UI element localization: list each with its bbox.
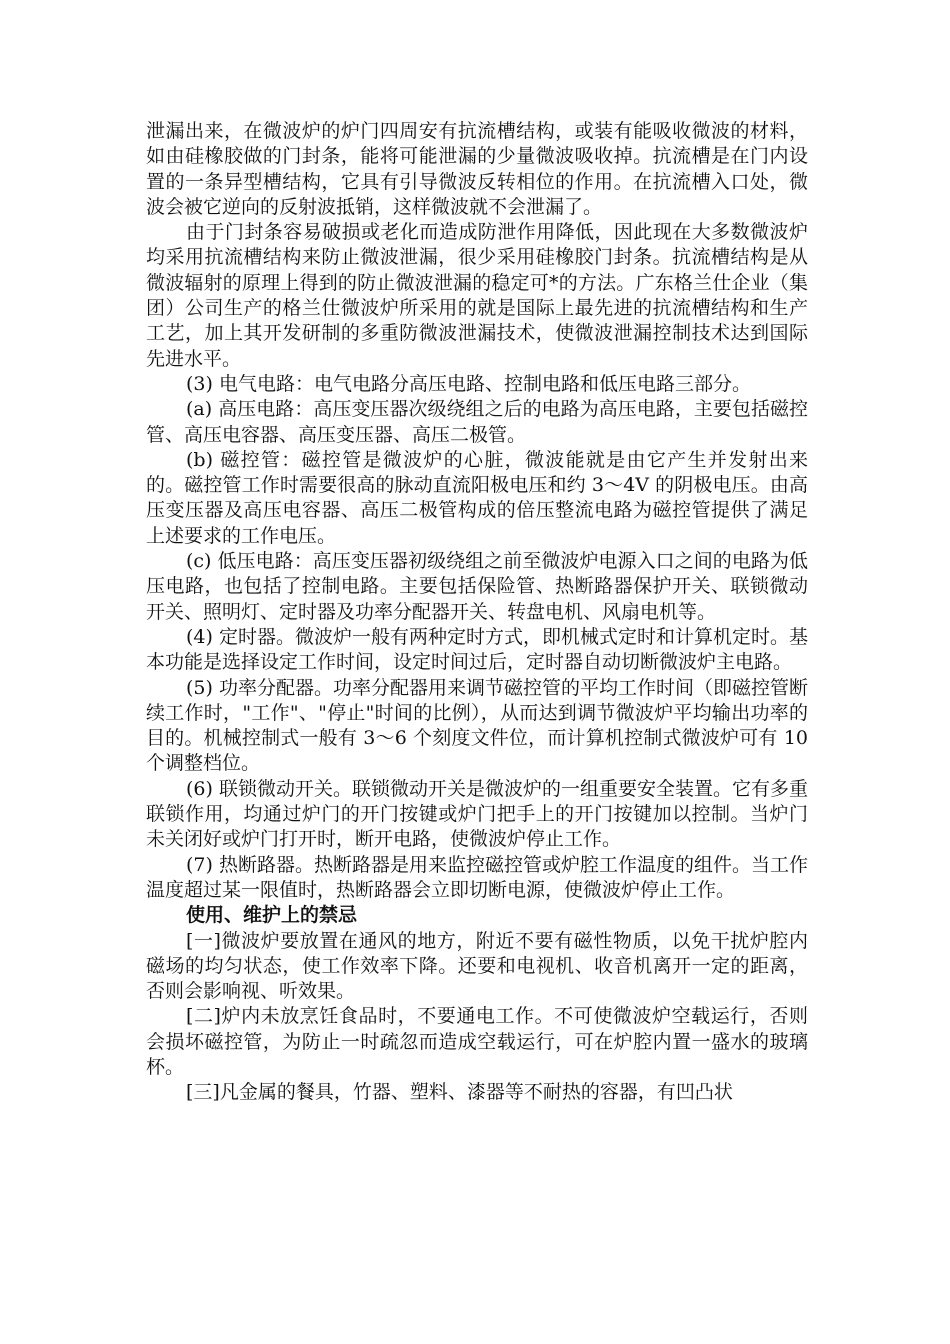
paragraph-1: 泄漏出来，在微波炉的炉门四周安有抗流槽结构，或装有能吸收微波的材料，如由硅橡胶做的门封条，能将可能泄漏的少量微波吸收掉。抗流槽是在门内设置的一条异型槽结构，它具有引导微波反转相位的作用。在抗流槽入口处，微波会被它逆向的反射波抵销，这样微波就不会泄漏了。: [146, 120, 808, 218]
paragraph-5: (b) 磁控管：磁控管是微波炉的心脏，微波能就是由它产生并发射出来的。磁控管工作时需要很高的脉动直流阳极电压和约 3～4V 的阴极电压。由高压变压器及高压电容器、高压二极管构成的倍压整流电路为磁控管提供了满足上述要求的工作电压。: [146, 448, 808, 547]
paragraph-6: (c) 低压电路：高压变压器初级绕组之前至微波炉电源入口之间的电路为低压电路，也包括了控制电路。主要包括保险管、热断路器保护开关、联锁微动开关、照明灯、定时器及功率分配器开关、转盘电机、风扇电机等。: [146, 550, 808, 623]
document-page: [146, 119, 808, 1106]
paragraph-7: (4) 定时器。微波炉一般有两种定时方式，即机械式定时和计算机定时。基本功能是选择设定工作时间，设定时间过后，定时器自动切断微波炉主电路。: [146, 625, 808, 674]
paragraph-11: [一]微波炉要放置在通风的地方，附近不要有磁性物质，以免干扰炉腔内磁场的均匀状态，使工作效率下降。还要和电视机、收音机离开一定的距离，否则会影响视、听效果。: [146, 929, 808, 1003]
paragraph-10: (7) 热断路器。热断路器是用来监控磁控管或炉腔工作温度的组件。当工作温度超过某一限值时，热断路器会立即切断电源，使微波炉停止工作。: [146, 853, 808, 901]
paragraph-8: (5) 功率分配器。功率分配器用来调节磁控管的平均工作时间（即磁控管断续工作时，"工作"、"停止"时间的比例），从而达到调节微波炉平均输出功率的目的。机械控制式一般有 3～6 个刻度文件位，而计算机控制式微波炉可有 10 个调整档位。: [146, 676, 808, 775]
paragraph-12: [二]炉内未放烹饪食品时，不要通电工作。不可使微波炉空载运行，否则会损坏磁控管，为防止一时疏忽而造成空载运行，可在炉腔内置一盛水的玻璃杯。: [146, 1005, 808, 1078]
paragraph-13: [三]凡金属的餐具，竹器、塑料、漆器等不耐热的容器，有凹凸状: [186, 1081, 733, 1104]
section-heading: 使用、维护上的禁忌: [186, 904, 358, 927]
paragraph-3: (3) 电气电路：电气电路分高压电路、控制电路和低压电路三部分。: [186, 372, 751, 395]
paragraph-2: 由于门封条容易破损或老化而造成防泄作用降低，因此现在大多数微波炉均采用抗流槽结构来防止微波泄漏，很少采用硅橡胶门封条。抗流槽结构是从微波辐射的原理上得到的防止微波泄漏的稳定可*的方法。广东格兰仕企业（集团）公司生产的格兰仕微波炉所采用的就是国际上最先进的抗流槽结构和生产工艺，加上其开发研制的多重防微波泄漏技术，使微波泄漏控制技术达到国际先进水平。: [146, 221, 808, 370]
paragraph-9: (6) 联锁微动开关。联锁微动开关是微波炉的一组重要安全装置。它有多重联锁作用，均通过炉门的开门按键或炉门把手上的开门按键加以控制。当炉门未关闭好或炉门打开时，断开电路，使微波炉停止工作。: [146, 777, 808, 851]
paragraph-4: (a) 高压电路：高压变压器次级绕组之后的电路为高压电路，主要包括磁控管、高压电容器、高压变压器、高压二极管。: [146, 398, 808, 446]
